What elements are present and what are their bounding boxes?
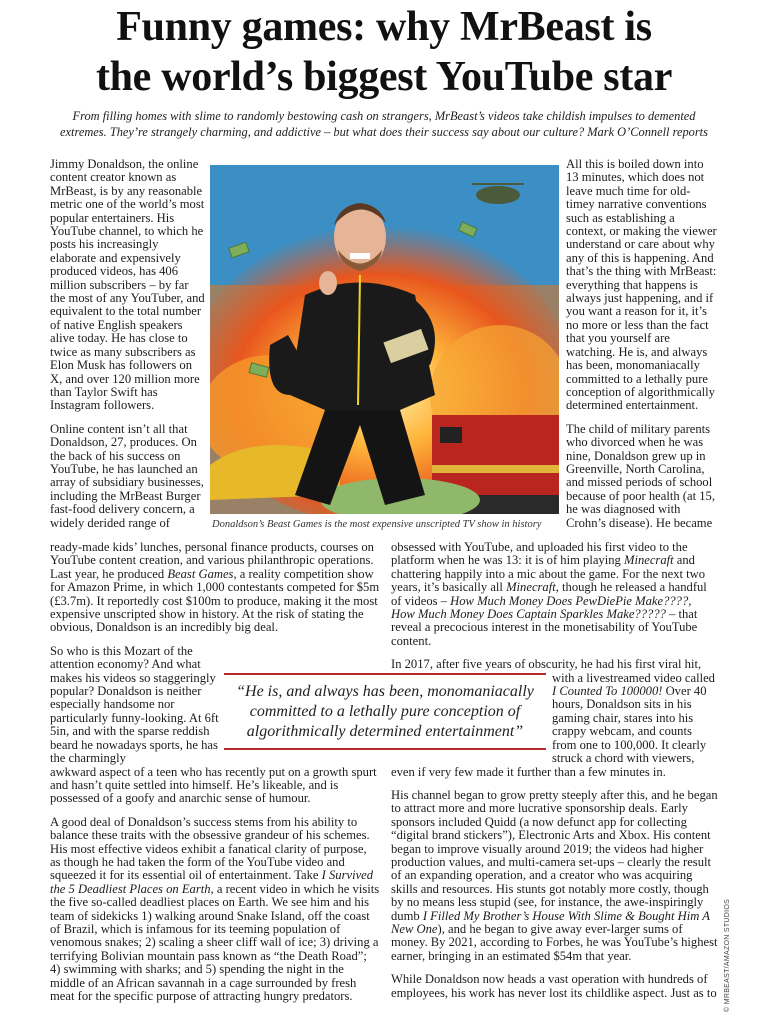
title-minecraft: Minecraft [623, 553, 674, 568]
body-paragraph-2a: Online content isn’t all that Donaldson, 27, produces. On the back of his success on YouTube, he has launched an array of subsidiary businesses, including the MrBeast Burger fast-food delivery concern, a widely derided range of [50, 421, 204, 530]
body-text-span: His channel began to grow pretty steeply after this, and he began to attract more and more lucrative sponsorship deals. Early sponsors included Quidd (a now defunct app for collecting “digital brand stickers”), Electronic Arts and Xbox. His content began to improve visually around 2019; the videos had higher production values, and multi-camera set-ups – clearly the result of an expanding operation, and a creator who was acquiring skills and resources. His stunts got notably more costly, though by no means less stupid (see, for instance, the awe-inspiringly dumb [391, 787, 718, 923]
pull-quote-rule-top [224, 673, 546, 675]
hero-photo-illustration [210, 165, 559, 514]
body-paragraph-3b: awkward aspect of a teen who has recently put on a growth spurt and hasn’t quite settled into himself. He’s likeable, and is possessed of a goofy and anarchic sense of humour. [50, 764, 377, 806]
right-column-upper [566, 158, 718, 530]
standfirst: From filling homes with slime to randomly bestowing cash on strangers, MrBeast’s videos take childish impulses to demented extremes. They’re strangely charming, and addictive – but what does their success say about our culture? Mark O’Connell reports [60, 109, 708, 139]
body-paragraph-2b [50, 541, 380, 635]
pull-quote-rule-bottom [224, 748, 546, 750]
right-column-lower [391, 541, 718, 1010]
body-text-span: A good deal of Donaldson’s success stems from his ability to balance these traits with the obsessive grandeur of his schemes. His most effective videos exhibit a fanatical clarity of purpose, as though he had taken the form of the YouTube video and squeezed it for its essential oil of entertainment. Take [50, 814, 370, 883]
pull-quote-text: “He is, and always has been, monomaniacally committed to a lethally pure conception of algorithmically determined entertainment” [236, 683, 534, 740]
body-paragraph-3a: So who is this Mozart of the attention economy? And what makes his videos so staggeringly popular? Donaldson is neither especially handsome nor particularly funny-looking. At 6ft 5in, and with the sparse reddish beard he nowadays sports, he has the charmingly [50, 643, 219, 766]
left-column-lower [50, 541, 380, 1013]
body-text-span: , though he released a handful of videos – [391, 580, 707, 608]
body-paragraph-r3b [552, 672, 718, 766]
body-text-span: ready-made kids’ lunches, personal finance products, courses on YouTube content creation, and various philanthropic operations. Last year, he produced [50, 540, 374, 581]
title-i-counted: I Counted To 100000! [552, 684, 663, 699]
body-paragraph-1: Jimmy Donaldson, the online content creator known as MrBeast, is by any reasonable metric one of the world’s most popular entertainers. His YouTube channel, to which he posts his increasingly elaborate and expensively produced videos, has 406 million subscribers – by far the most of any YouTuber, and equivalent to the total number of native English speakers alive today. He has close to twice as many subscribers as Elon Musk has followers on X, and over 120 million more than Taylor Swift has Instagram followers. [50, 157, 205, 413]
body-text-span: – that reveal a precocious interest in the monetisability of YouTube content. [391, 607, 698, 648]
body-paragraph-4 [50, 816, 380, 1004]
body-text-span: obsessed with YouTube, and uploaded his first video to the platform when he was 13: it is of him playing [391, 540, 688, 568]
pull-quote [224, 673, 546, 750]
body-text-span: with a livestreamed video called [552, 670, 715, 685]
body-text-span: , a recent video in which he visits the five so-called deadliest places on Earth. We see him and his team of sidekicks 1) walking around Snake Island, off the coast of Brazil, which is infamous for its teeming population of venomous snakes; 2) scaling a sheer cliff wall of ice; 3) driving a terrifying Bolivian mountain pass known as “the Death Road”; 4) swimming with sharks; and 5) spending the night in the middle of an African savannah in a cage surrounded by fresh meat for the specific purpose of attracting hungry predators. [50, 881, 380, 1003]
hero-photo [210, 165, 559, 514]
body-paragraph-r4 [391, 789, 718, 963]
title-minecraft: Minecraft [506, 580, 556, 595]
body-paragraph-r1: All this is boiled down into 13 minutes, which does not leave much time for old-timey narrative conventions such as establishing a context, or making the viewer understand or care about why any of this is happening. And that’s the thing with MrBeast: everything that happens is always just happening, and if you want a reason for it, it’s no more or less than the fact that you yourself are watching. He is, and always has been, monomaniacally committed to a lethally pure conception of algorithmically determined entertainment. [566, 157, 717, 413]
title-deadliest-places: I Survived the 5 Deadliest Places on Earth [50, 868, 374, 896]
title-slime-video: I Filled My Brother’s House With Slime & Bought Him A New One [391, 908, 710, 936]
body-paragraph-r2b [391, 541, 718, 648]
title-pewdiepie-videos: How Much Money Does PewDiePie Make????, How Much Money Does Captain Sparkles Make????? [391, 593, 692, 622]
body-paragraph-r3a: In 2017, after five years of obscurity, he had his first viral hit, [391, 657, 702, 672]
headline-line-2: the world’s biggest YouTube star [95, 54, 673, 100]
body-text-span: and chattering happily into a mic about the game. For the next two years, it’s basically all [391, 553, 706, 595]
body-text-span: ), and he began to give away ever-larger sums of money. By 2021, according to Forbes, he was YouTube’s highest earner, bringing in an estimated $54m that year. [391, 921, 718, 963]
photo-caption: Donaldson’s Beast Games is the most expensive unscripted TV show in history [212, 519, 542, 530]
body-text-span: , a reality competition show for Amazon Prime, in which 1,000 contestants competed for $5m (£3.7m). It reportedly cost $100m to produce, making it the most expensive unscripted show in history. At the risk of stating the obvious, Donaldson is an incredibly big deal. [50, 566, 380, 635]
body-paragraph-r3c: even if very few made it further than a few minutes in. [391, 764, 666, 779]
title-beast-games: Beast Games [167, 566, 234, 581]
body-text-span: Over 40 hours, Donaldson sits in his gaming chair, stares into his crappy webcam, and counts from one to 100,000. It clearly struck a chord with viewers, [552, 684, 707, 766]
headline-line-1: Funny games: why MrBeast is [116, 4, 652, 50]
headline [0, 2, 768, 102]
left-column-upper [50, 158, 206, 530]
body-paragraph-r2a: The child of military parents who divorced when he was nine, Donaldson grew up in Greenville, North Carolina, and missed periods of school because of poor health (at 15, he was diagnosed with Crohn’s disease). He became [566, 421, 715, 530]
body-paragraph-r5: While Donaldson now heads a vast operation with hundreds of employees, his work has never lost its childlike aspect. Just as to [391, 972, 717, 1000]
photo-credit: © MRBEAST/AMAZON STUDIOS [724, 898, 731, 1012]
